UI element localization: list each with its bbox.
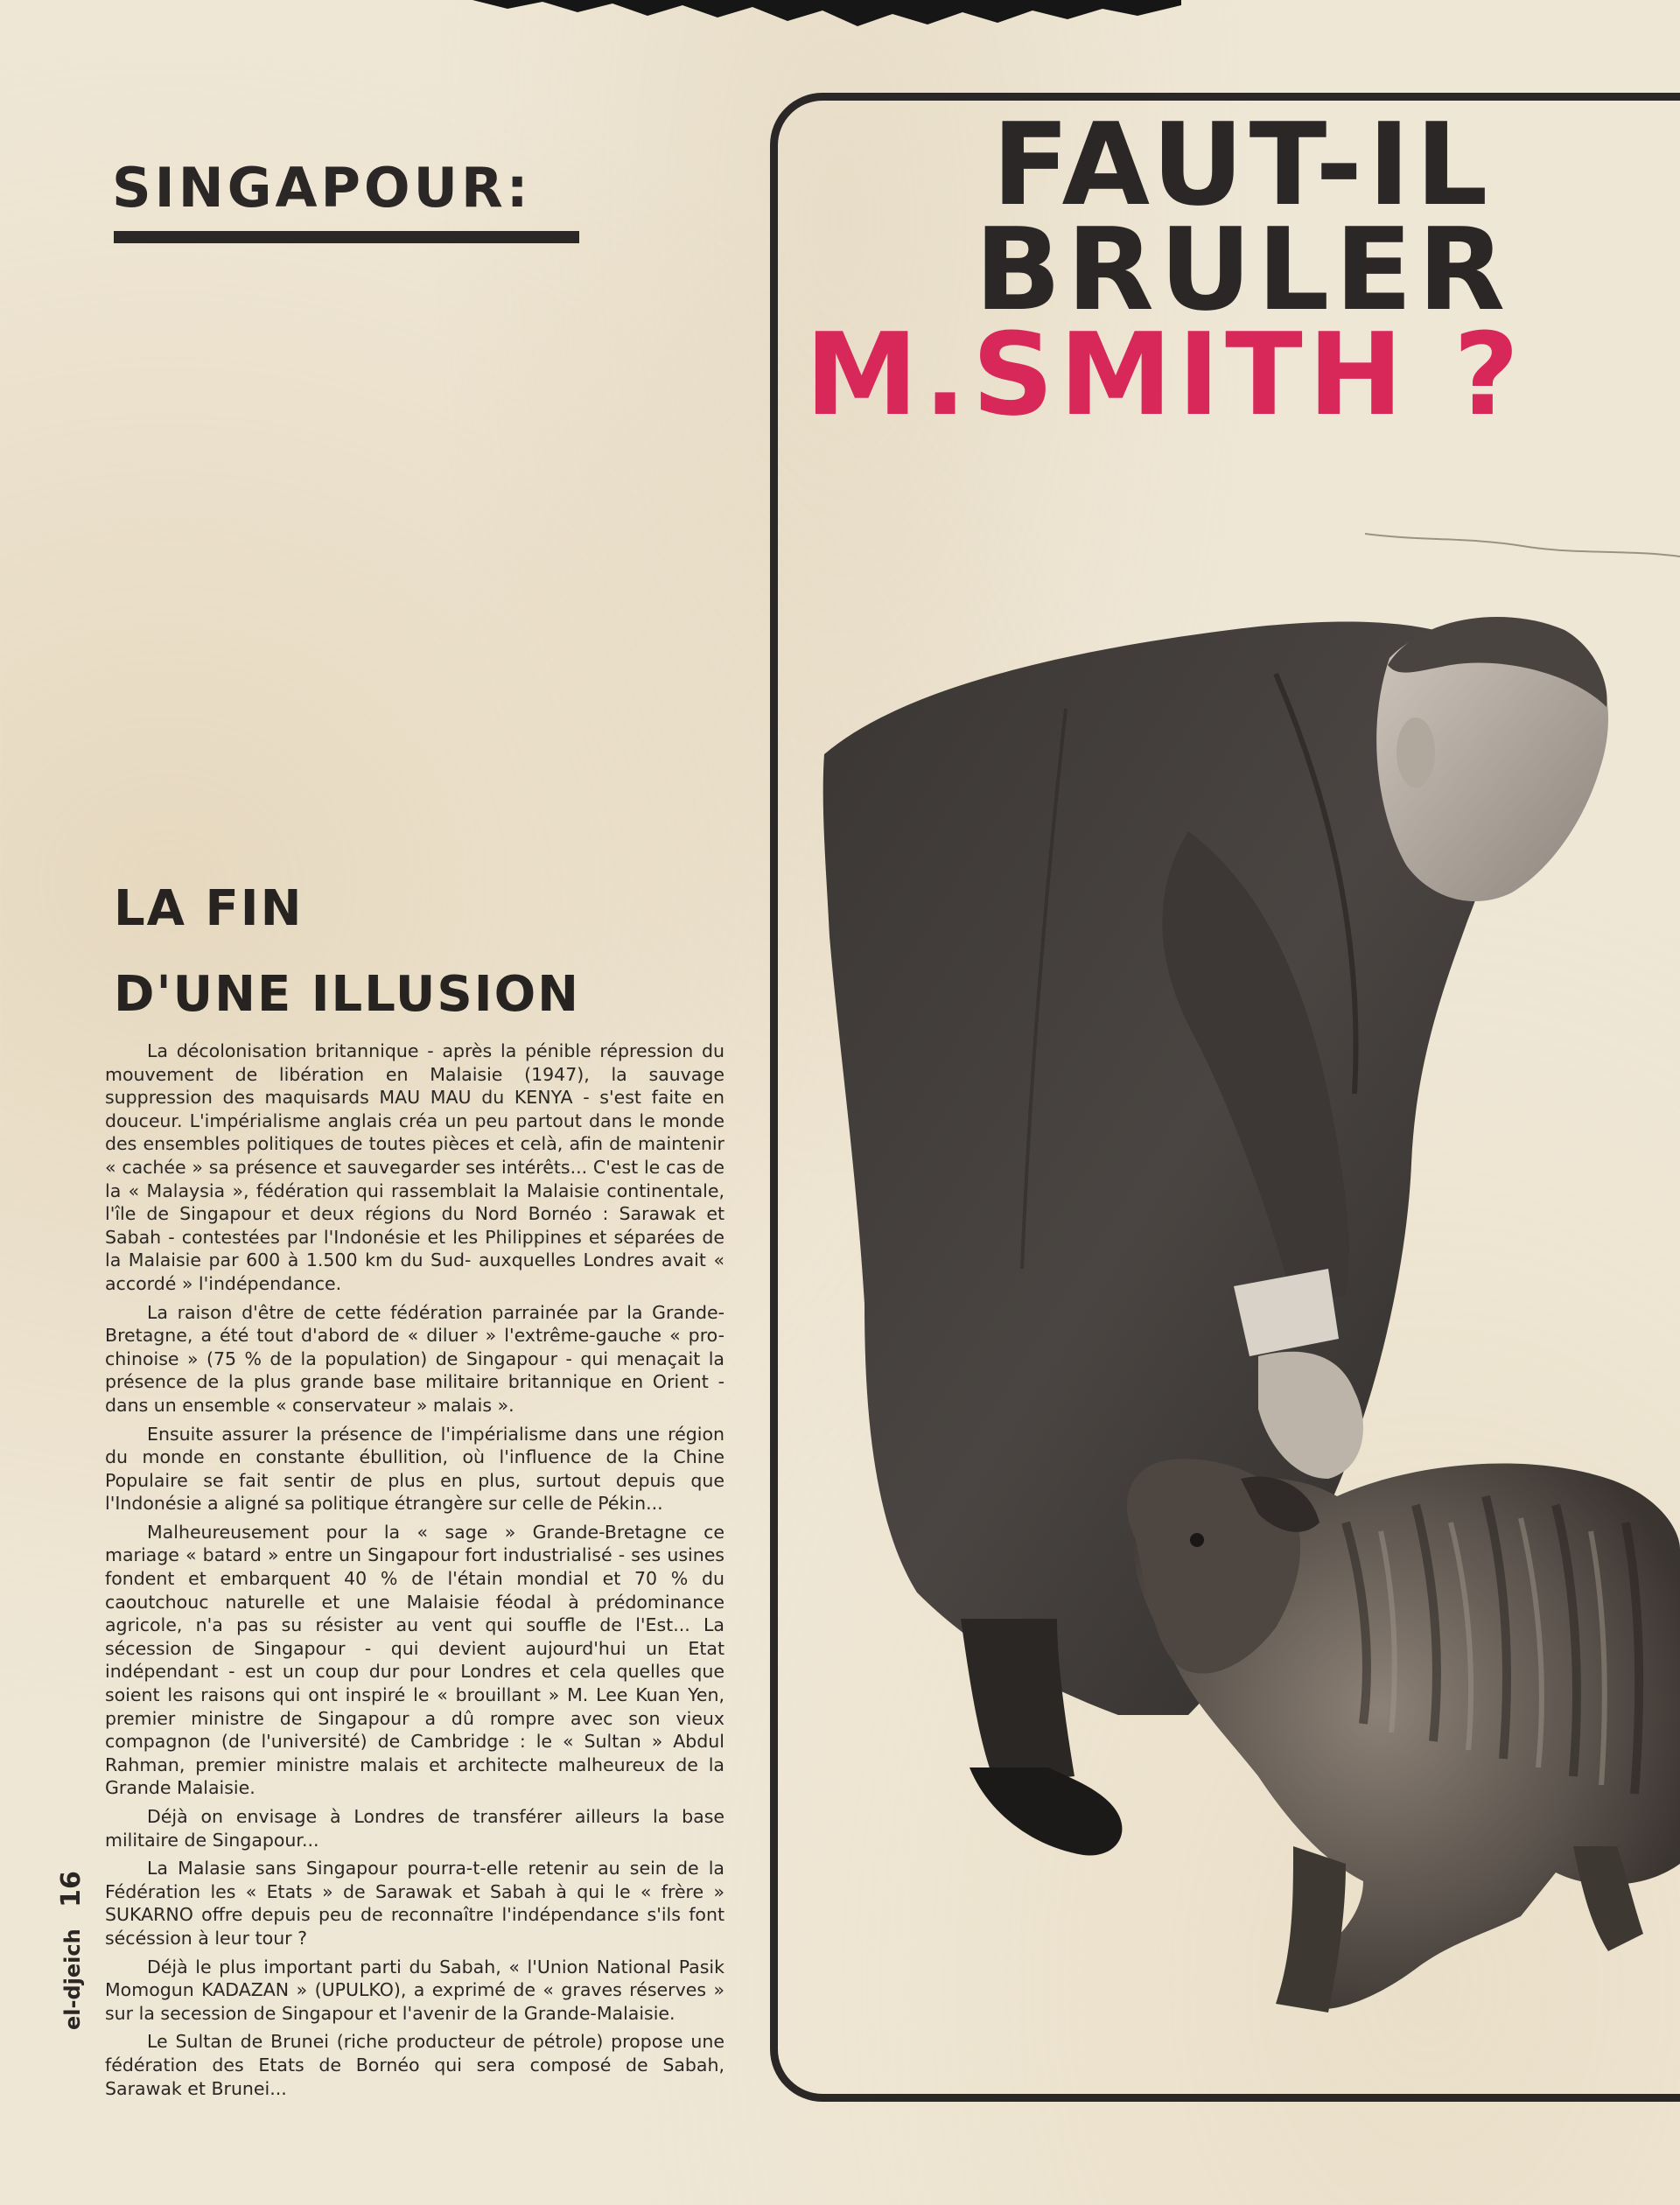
torn-paper-edge (175, 0, 1181, 35)
feature-headline (805, 98, 1680, 441)
section-title: SINGAPOUR: (112, 156, 532, 220)
section-title-rule (114, 231, 579, 243)
article-paragraph: Le Sultan de Brunei (riche producteur de pétrole) propose une fédération des Etats de Bornéo qui sera composé de Sabah, Sarawak et Brunei... (105, 2031, 724, 2099)
page-folio (56, 1871, 87, 2030)
article-paragraph: La raison d'être de cette fédération parrainée par la Grande-Bretagne, a été tout d'abord de « diluer » l'extrême-gauche « pro-chinoise » (75 % de la population) de Singapour - qui menaçait la présence de la plus grande base militaire britannique en Orient - dans un ensemble « conservateur » malais ». (105, 1301, 724, 1416)
article-paragraph: La décolonisation britannique - après la pénible répression du mouvement de libération en Malaisie (1947), la sauvage suppression des maquisards MAU MAU du KENYA - s'est faite en douceur. L'impérialisme anglais créa un peu partout dans le monde des ensembles politiques de toutes pièces et celà, afin de maintenir « cachée » sa présence et sauvegarder ses intérêts... C'est le cas de la « Malaysia », fédération qui rassemblait la Malaisie continentale, l'île de Singapour et deux régions du Nord Bornéo : Sarawak et Sabah - contestées par l'Indonésie et les Philippines et séparées de la Malaisie par 600 à 1.500 km du Sud- auxquelles Londres avait « accordé » l'indépendance. (105, 1040, 724, 1294)
headline-line-2: BRULER (974, 203, 1511, 336)
article-paragraph: La Malasie sans Singapour pourra-t-elle retenir au sein de la Fédération les « Etats » de Sarawak et Sabah à qui le « frère » SUKARNO offre depuis peu de reconnaître l'indépendance s'ils font sécéssion à leur tour ? (105, 1858, 724, 1949)
paper-crease (1365, 514, 1680, 584)
man-and-dog-photo (803, 604, 1680, 2091)
headline-line-1: FAUT-IL (991, 98, 1494, 231)
article-paragraph: Ensuite assurer la présence de l'impérialisme dans une région du monde en constante ébullition, où l'influence de la Chine Populaire se fait sentir de plus en plus, surtout depuis que l'Indonésie a aligné sa politique étrangère sur celle de Pékin... (105, 1423, 724, 1515)
article-paragraph: Malheureusement pour la « sage » Grande-Bretagne ce mariage « batard » entre un Singapour fort industrialisé - ses usines fondent et embarquent 40 % de l'étain mondial et 70 % du caoutchouc naturelle et une Malaisie féodal à prédominance agricole, n'a pas su résister au vent qui souffle de l'Est... La sécession de Singapour - qui devient aujourd'hui un Etat indépendant - est un coup dur pour Londres et cela quelles que soient les raisons qui ont inspiré le « brouillant » M. Lee Kuan Yen, premier ministre de Singapour a dû rompre avec son vieux compagnon (de l'université) de Cambridge : le « Sultan » Abdul Rahman, premier ministre malais et architecte malheureux de la Grande Malaisie. (105, 1521, 724, 1799)
page-number: 16 (56, 1871, 87, 1908)
article-body (105, 1040, 724, 2105)
article-subheading (114, 866, 580, 1038)
magazine-name: el-djeich (60, 1928, 85, 2030)
subheading-line-2: D'UNE ILLUSION (114, 966, 581, 1023)
article-paragraph: Déjà le plus important parti du Sabah, « l'Union National Pasik Momogun KADAZAN » (UPULKO), a exprimé de « graves réserves » sur la secession de Singapour et l'avenir de la Grande-Malaisie. (105, 1956, 724, 2024)
article-paragraph: Déjà on envisage à Londres de transférer ailleurs la base militaire de Singapour... (105, 1806, 724, 1851)
subheading-line-1: LA FIN (114, 880, 304, 937)
headline-line-3: M.SMITH ? (805, 308, 1525, 441)
